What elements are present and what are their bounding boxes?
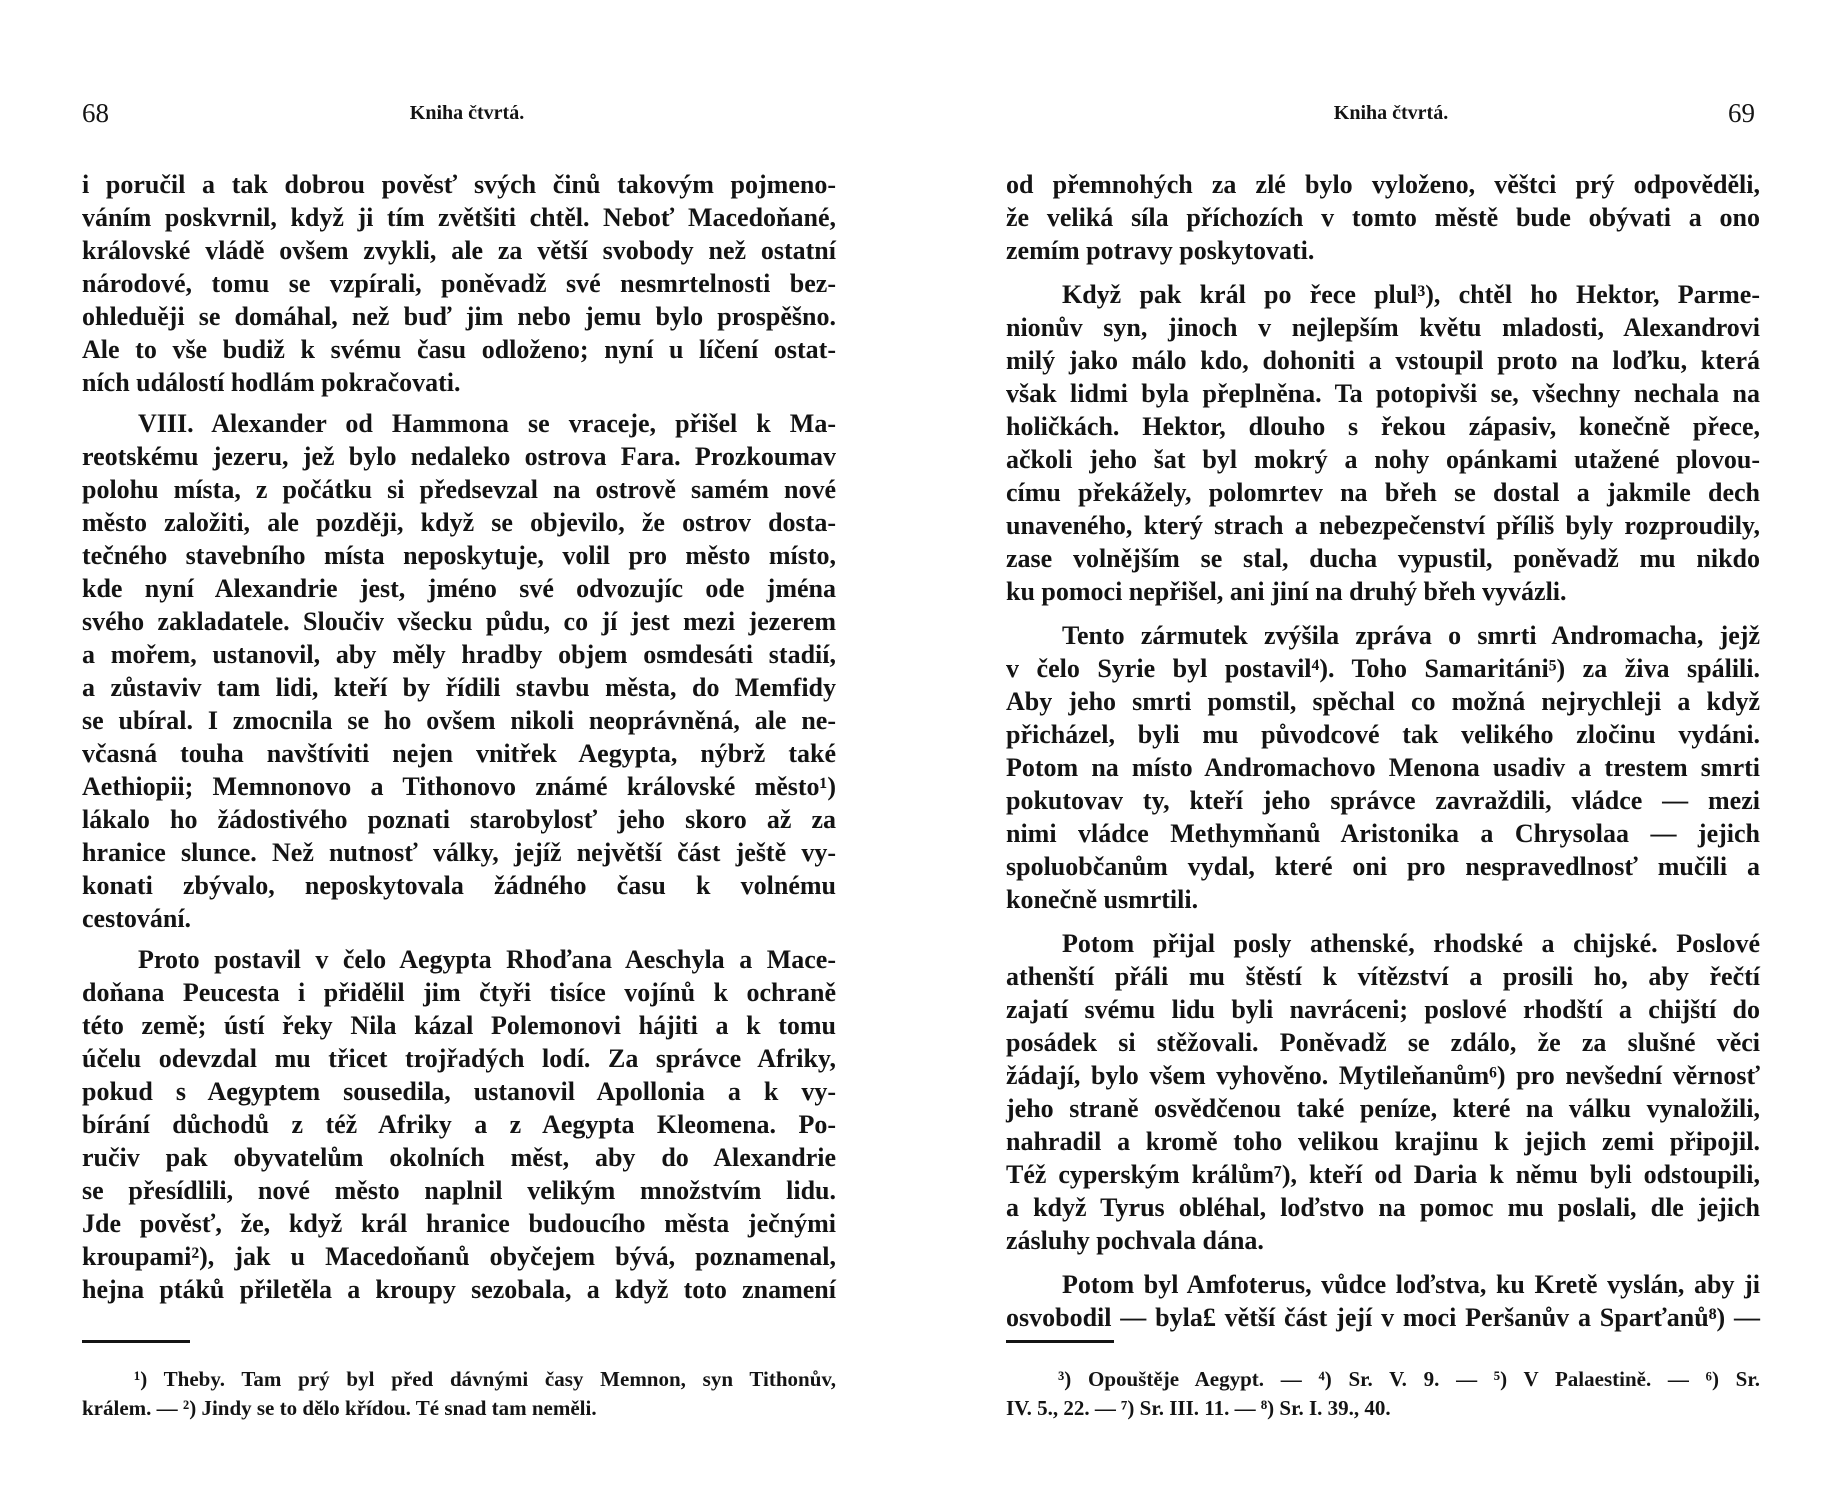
text-line: přicházel, byli mu původcové tak velikého zločinu vydáni. <box>1006 720 1760 749</box>
text-line: pokud s Aegyptem sousedila, ustanovil Apollonia a k vy- <box>82 1077 836 1106</box>
text-line: ku pomoci nepřišel, ani jiní na druhý břeh vyvázli. <box>1006 577 1567 606</box>
footnote-line: IV. 5., 22. — ⁷) Sr. III. 11. — ⁸) Sr. I. 39., 40. <box>1006 1396 1391 1420</box>
text-line: milý jako málo kdo, dohoniti a vstoupil proto na loďku, která <box>1006 346 1760 375</box>
text-line: od přemnohých za zlé bylo vyloženo, věštci prý odpověděli, <box>1006 170 1760 199</box>
text-line: svého zakladatele. Sloučiv všecku půdu, co jí jest mezi jezerem <box>82 607 836 636</box>
text-line: athenští přáli mu štěstí k vítězství a prosili ho, aby řečtí <box>1006 962 1760 991</box>
text-line: a když Tyrus obléhal, loďstvo na pomoc mu poslali, dle jejich <box>1006 1193 1760 1222</box>
text-line: lákalo ho žádostivého poznati starobylosť jeho skoro až za <box>82 805 836 834</box>
text-line: a mořem, ustanovil, aby měly hradby objem osmdesáti stadií, <box>82 640 836 669</box>
text-line: zase volnějším se stal, ducha vypustil, poněvadž mu nikdo <box>1006 544 1760 573</box>
footnote-rule <box>1006 1340 1114 1343</box>
right-page-number: 69 <box>1728 98 1755 128</box>
text-line: posádek si stěžovali. Poněvadž se zdálo, že za slušné věci <box>1006 1028 1760 1057</box>
text-line: Potom na místo Andromachovo Menona usadiv a trestem smrti <box>1006 753 1760 782</box>
text-line: címu překážely, polomrtev na břeh se dostal a jakmile dech <box>1006 478 1760 507</box>
text-line: královské vládě ovšem zvykli, ale za větší svobody než ostatní <box>82 236 836 265</box>
text-line: této země; ústí řeky Nila kázal Polemonovi hájiti a k tomu <box>82 1011 836 1040</box>
text-line: konati zbývalo, neposkytovala žádného času k volnému <box>82 871 836 900</box>
footnote-rule <box>82 1340 190 1343</box>
right-running-header: Kniha čtvrtá. <box>1333 102 1449 124</box>
text-line: Ale to vše budiž k svému času odloženo; nyní u líčení ostat- <box>82 335 836 364</box>
text-line: se přesídlili, nové město naplnil velikým množstvím lidu. <box>82 1176 836 1205</box>
text-line: ních událostí hodlám pokračovati. <box>82 368 461 397</box>
paragraph <box>82 168 836 399</box>
paragraph <box>1006 927 1760 1257</box>
text-line: včasná touha navštíviti nejen vnitřek Aegypta, nýbrž také <box>82 739 836 768</box>
text-line: Též cyperským králům⁷), kteří od Daria k němu byli odstoupili, <box>1006 1160 1760 1189</box>
text-line: však lidmi byla přeplněna. Ta potopivši se, všechny nechala na <box>1006 379 1760 408</box>
text-line: v čelo Syrie byl postavil⁴). Toho Samaritáni⁵) za živa spálili. <box>1006 654 1760 683</box>
text-line: a zůstaviv tam lidi, kteří by řídili stavbu města, do Memfidy <box>82 673 836 702</box>
text-line: váním poskvrnil, když ji tím zvětšiti chtěl. Neboť Macedoňané, <box>82 203 836 232</box>
text-line: Potom byl Amfoterus, vůdce loďstva, ku Kretě vyslán, aby ji <box>1062 1270 1760 1299</box>
text-line: ručiv pak obyvatelům okolních měst, aby do Alexandrie <box>82 1143 836 1172</box>
text-line: národové, tomu se vzpírali, poněvadž své nesmrtelnosti bez- <box>82 269 836 298</box>
text-line: ačkoli jeho šat byl mokrý a nohy opánkami utažené plovou- <box>1006 445 1760 474</box>
text-line: polohu místa, z počátku si předsevzal na ostrově samém nové <box>82 475 836 504</box>
footnote-line: ¹) Theby. Tam prý byl před dávnými časy Memnon, syn Tithonův, <box>134 1367 836 1391</box>
text-line: bírání důchodů z též Afriky a z Aegypta Kleomena. Po- <box>82 1110 836 1139</box>
text-line: kroupami²), jak u Macedoňanů obyčejem bývá, poznamenal, <box>82 1242 836 1271</box>
text-line: nionův syn, jinoch v nejlepším květu mladosti, Alexandrovi <box>1006 313 1760 342</box>
text-line: Jde pověsť, že, když král hranice budoucího města ječnými <box>82 1209 836 1238</box>
text-line: unaveného, který strach a nebezpečenství příliš byly rozproudily, <box>1006 511 1760 540</box>
text-line: nahradil a kromě toho velikou krajinu k jejich zemi připojil. <box>1006 1127 1760 1156</box>
left-footnotes <box>82 1340 836 1423</box>
paragraph <box>82 407 836 935</box>
text-line: Aethiopii; Memnonovo a Tithonovo známé královské město¹) <box>82 772 836 801</box>
right-footnotes <box>1006 1340 1760 1423</box>
text-line: Aby jeho smrti pomstil, spěchal co možná nejrychleji a když <box>1006 687 1760 716</box>
text-line: účelu odevzdal mu třicet trojřadých lodí. Za správce Afriky, <box>82 1044 836 1073</box>
footnote-line: králem. — ²) Jindy se to dělo křídou. Té snad tam neměli. <box>82 1396 597 1420</box>
paragraph <box>1006 1268 1760 1334</box>
text-line: holičkách. Hektor, dlouho s řekou zápasiv, konečně přece, <box>1006 412 1760 441</box>
paragraph <box>1006 278 1760 608</box>
text-line: zajatí svému lidu byli navráceni; poslové rhodští a chijští do <box>1006 995 1760 1024</box>
text-line: reotskému jezeru, jež bylo nedaleko ostrova Fara. Prozkoumav <box>82 442 836 471</box>
left-page-body <box>82 168 836 1306</box>
text-line: Potom přijal posly athenské, rhodské a chijské. Poslové <box>1062 929 1760 958</box>
left-running-header: Kniha čtvrtá. <box>409 102 525 124</box>
footnote-line: ³) Opouštěje Aegypt. — ⁴) Sr. V. 9. — ⁵) V Palaestině. — ⁶) Sr. <box>1058 1367 1760 1391</box>
right-page-body <box>1006 168 1760 1334</box>
text-line: Když pak král po řece plul³), chtěl ho Hektor, Parme- <box>1062 280 1760 309</box>
left-page-number: 68 <box>82 98 109 128</box>
paragraph <box>1006 168 1760 267</box>
text-line: VIII. Alexander od Hammona se vraceje, přišel k Ma- <box>138 409 836 438</box>
text-line: zásluhy pochvala dána. <box>1006 1226 1264 1255</box>
text-line: Proto postavil v čelo Aegypta Rhoďana Aeschyla a Mace- <box>138 945 836 974</box>
text-line: tečného stavebního místa neposkytuje, volil pro město místo, <box>82 541 836 570</box>
text-line: i poručil a tak dobrou pověsť svých činů takovým pojmeno- <box>82 170 836 199</box>
text-line: cestování. <box>82 904 192 933</box>
text-line: hranice slunce. Než nutnosť války, jejíž největší část ještě vy- <box>82 838 836 867</box>
text-line: žádají, bylo všem vyhověno. Mytileňanům⁶) pro nevšední věrnosť <box>1006 1061 1760 1090</box>
text-line: osvobodil — byla£ větší část její v moci Peršanův a Sparťanů⁸) — <box>1006 1303 1760 1332</box>
text-line: ohleduěji se domáhal, než buď jim nebo jemu bylo prospěšno. <box>82 302 836 331</box>
text-line: jeho straně osvědčenou také peníze, které na válku vynaložili, <box>1006 1094 1760 1123</box>
paragraph <box>82 943 836 1306</box>
text-line: kde nyní Alexandrie jest, jméno své odvozujíc ode jména <box>82 574 836 603</box>
text-line: pokutovav ty, kteří jeho správce zavraždili, vládce — mezi <box>1006 786 1760 815</box>
paragraph <box>1006 619 1760 916</box>
text-line: nimi vládce Methymňanů Aristonika a Chrysolaa — jejich <box>1006 819 1760 848</box>
text-line: se ubíral. I zmocnila se ho ovšem nikoli neoprávněná, ale ne- <box>82 706 836 735</box>
text-line: doňana Peucesta i přidělil jim čtyři tisíce vojínů k ochraně <box>82 978 836 1007</box>
text-line: hejna ptáků přiletěla a kroupy sezobala, a když toto znamení <box>82 1275 836 1304</box>
text-line: konečně usmrtili. <box>1006 885 1199 914</box>
text-line: zemím potravy poskytovati. <box>1006 236 1315 265</box>
text-line: spoluobčanům vydal, které oni pro nespravedlnosť mučili a <box>1006 852 1760 881</box>
text-line: město založiti, ale později, když se objevilo, že ostrov dosta- <box>82 508 836 537</box>
text-line: že veliká síla příchozích v tomto městě bude obývati a ono <box>1006 203 1760 232</box>
text-line: Tento zármutek zvýšila zpráva o smrti Andromacha, jejž <box>1062 621 1760 650</box>
